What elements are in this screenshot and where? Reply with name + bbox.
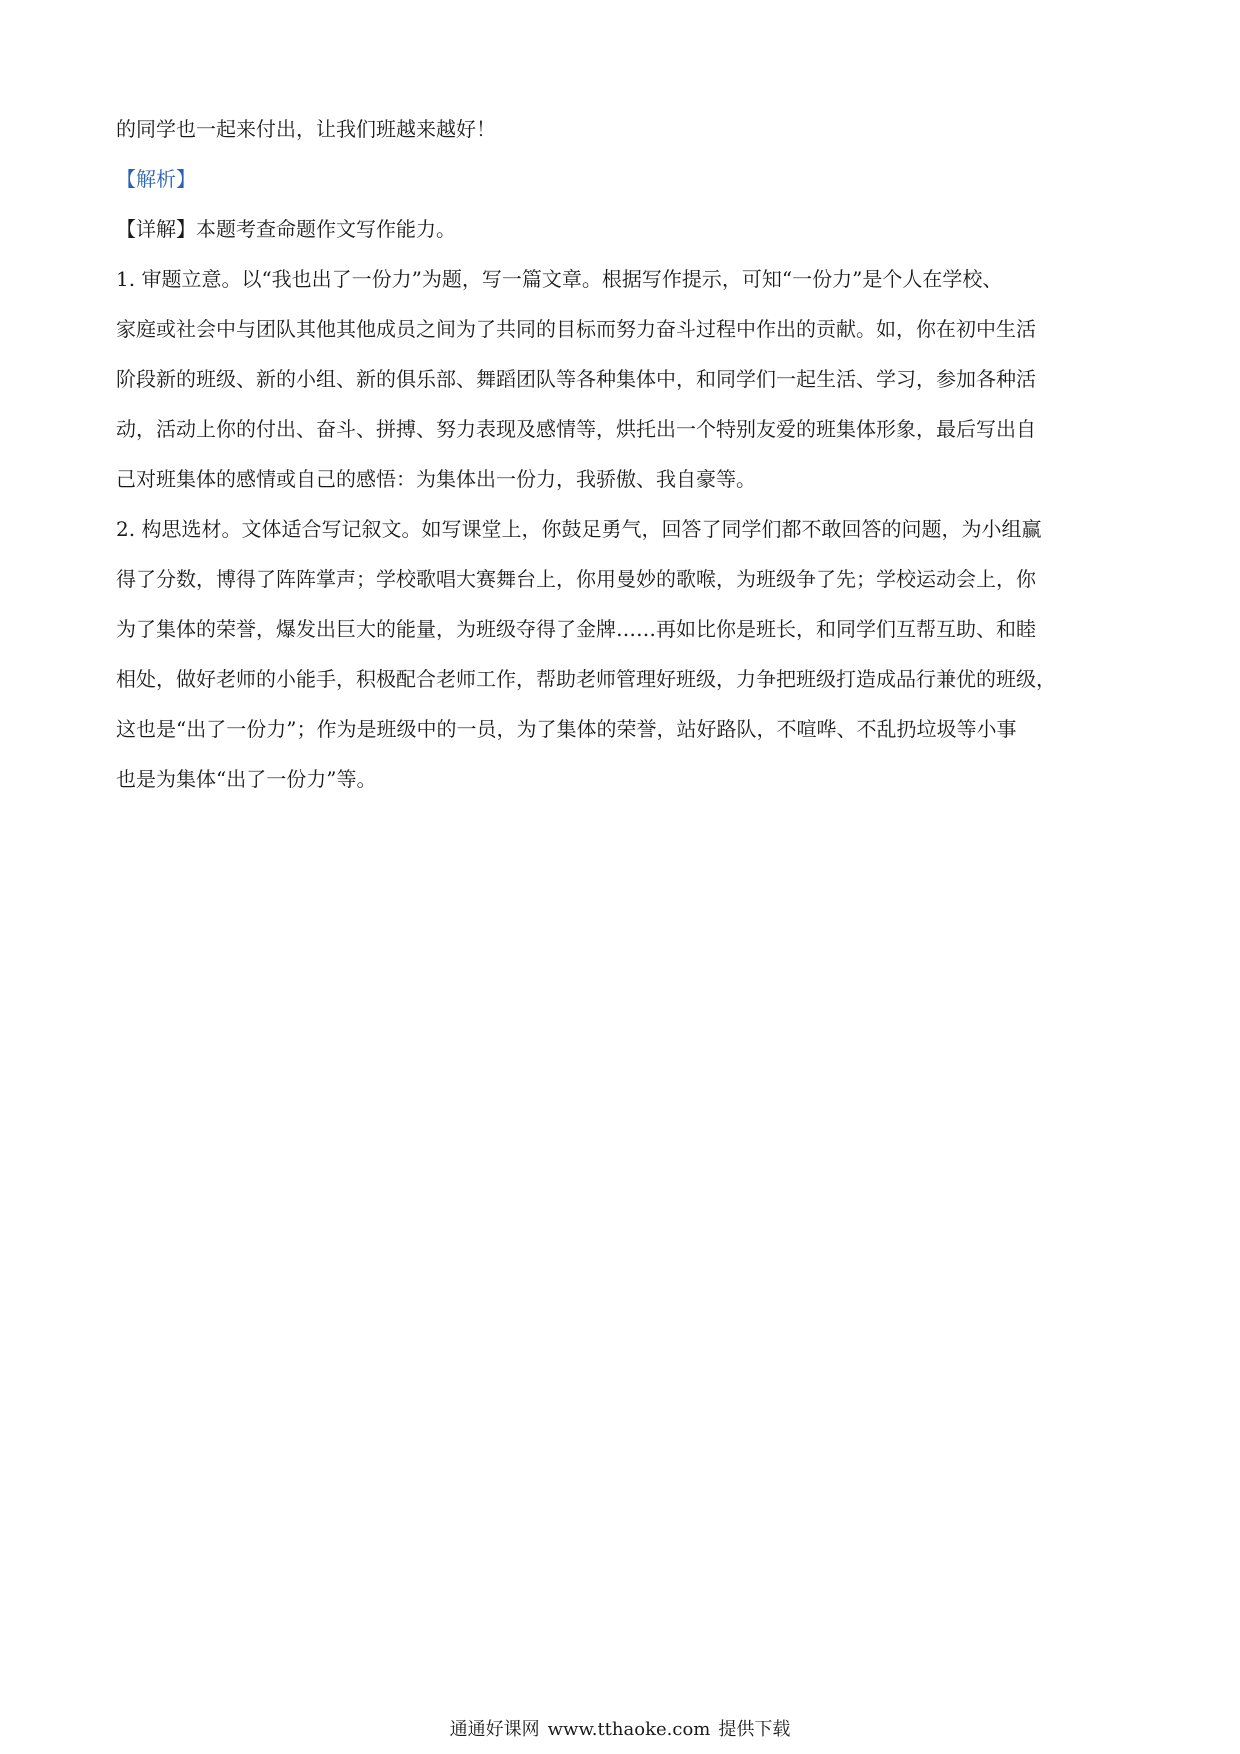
- paragraph-line: 动，活动上你的付出、奋斗、拼搏、努力表现及感情等，烘托出一个特别友爱的班集体形象，最后写出自: [116, 417, 1036, 441]
- footer-site-name: 通通好课网: [449, 1719, 540, 1740]
- page-footer: [0, 1718, 1240, 1742]
- footer-url-link[interactable]: www.tthaoke.com: [547, 1719, 711, 1740]
- section-heading-xiangjie: 【详解】本题考查命题作文写作能力。: [116, 217, 456, 241]
- document-body: [116, 104, 1136, 804]
- paragraph-line: 2. 构思选材。文体适合写记叙文。如写课堂上，你鼓足勇气，回答了同学们都不敢回答的问题，为小组赢: [116, 517, 1042, 541]
- paragraph-line: 为了集体的荣誉，爆发出巨大的能量，为班级夺得了金牌……再如比你是班长，和同学们互帮互助、和睦: [116, 617, 1036, 641]
- footer-suffix: 提供下载: [718, 1719, 791, 1740]
- paragraph-line: 得了分数，博得了阵阵掌声；学校歌唱大赛舞台上，你用曼妙的歌喉，为班级争了先；学校运动会上，你: [116, 567, 1036, 591]
- paragraph-line: 家庭或社会中与团队其他其他成员之间为了共同的目标而努力奋斗过程中作出的贡献。如，你在初中生活: [116, 317, 1036, 341]
- paragraph-line: 相处，做好老师的小能手，积极配合老师工作，帮助老师管理好班级，力争把班级打造成品行兼优的班级，: [116, 667, 1056, 691]
- section-heading-jiexi: 【解析】: [116, 167, 196, 191]
- paragraph-line: 也是为集体“出了一份力”等。: [116, 767, 377, 791]
- paragraph-line: 阶段新的班级、新的小组、新的俱乐部、舞蹈团队等各种集体中，和同学们一起生活、学习，参加各种活: [116, 367, 1036, 391]
- paragraph-line: 1. 审题立意。以“我也出了一份力”为题，写一篇文章。根据写作提示，可知“一份力”是个人在学校、: [116, 267, 1003, 291]
- paragraph-line: 这也是“出了一份力”；作为是班级中的一员，为了集体的荣誉，站好路队，不喧哗、不乱扔垃圾等小事: [116, 717, 1017, 741]
- paragraph-line: 己对班集体的感情或自己的感悟：为集体出一份力，我骄傲、我自豪等。: [116, 467, 756, 491]
- paragraph-line: 的同学也一起来付出，让我们班越来越好！: [116, 117, 496, 141]
